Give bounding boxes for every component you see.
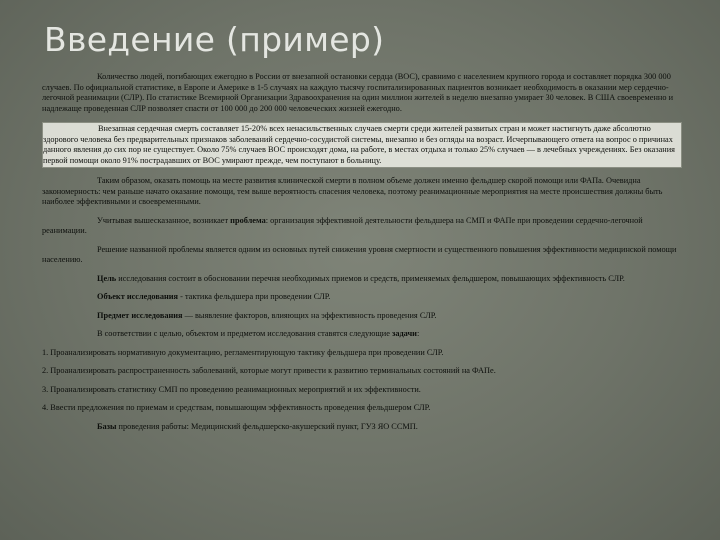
slide-body: [42, 72, 682, 440]
problem-text: : организация эффективной деятельности фельдшера на СМП и ФАПе при проведении сердечно-легочной реанимации.: [42, 215, 643, 235]
paragraph-problem: [42, 216, 682, 237]
problem-pre: Учитывая вышесказанное, возникает: [97, 215, 231, 225]
base-text: проведения работы: Медицинский фельдшерско-акушерский пункт, ГУЗ ЯО ССМП.: [116, 421, 418, 431]
paragraph-base: [42, 422, 682, 433]
tasks-label: задачи: [391, 329, 417, 338]
subject-text: — выявление факторов, влияющих на эффективность проведения СЛР.: [182, 310, 437, 320]
slide-title: Введение (пример): [44, 20, 385, 59]
object-text: - тактика фельдшера при проведении СЛР.: [178, 292, 331, 301]
task-item: 1. Проанализировать нормативную документацию, регламентирующую тактику фельдшера при проведении СЛР.: [42, 347, 444, 357]
subject-label: Предмет исследования: [97, 310, 183, 320]
paragraph-solution: Решение названной проблемы является одним из основных путей снижения уровня смертности и существенного повышения эффективности медицинской помощи населению.: [42, 244, 677, 264]
goal-text: исследования состоит в обосновании перечня необходимых приемов и средств, применяемых фельдшером, повышающих эффективность СЛР.: [116, 273, 625, 283]
object-label: Объект исследования: [97, 292, 179, 301]
paragraph-object: [42, 292, 682, 303]
paragraph-subject: [42, 311, 682, 322]
tasks-post: :: [416, 329, 420, 338]
task-item: 3. Проанализировать статистику СМП по проведению реанимационных мероприятий и их эффективности.: [42, 384, 421, 394]
paragraph-sudden-death: Внезапная сердечная смерть составляет 15-20% всех ненасильственных случаев смерти среди жителей развитых стран и может настигнуть даже абсолютно здорового человека без предварительных признаков заболеваний сердечно-сосудистой системы, внезапно и без огляды на возраст. Исчерпывающего ответа на вопрос о причинах данного явления до сих пор не существует. Около 75% случаев ВОС происходят дома, на работе, в местах отдыха и только 25% случаев — в лечебных учреждениях. Без оказания первой помощи около 91% пострадавших от ВОС умирают прежде, чем поступают в больницу.: [42, 122, 682, 168]
paragraph-statistics: Количество людей, погибающих ежегодно в России от внезапной остановки сердца (ВОС), сравнимо с населением крупного города и составляет порядка 300 000 случаев. По официальной статистике, в Европе и Америке в 1-5 случаях на каждую тысячу госпитализированных пациентов возникает необходимость в оказании мер сердечно-легочной реанимации (СЛР). По статистике Всемирной Организации Здравоохранения на один миллион жителей в неделю внезапно умирает 30 человек. В США своевременно и надлежаще проведенная СЛР позволяет спасти от 100 000 до 200 000 человеческих жизней ежегодно.: [42, 72, 674, 113]
task-item: 2. Проанализировать распространенность заболеваний, которые могут привести к развитию терминальных состояний на ФАПе.: [42, 366, 496, 375]
paragraph-goal: [42, 274, 682, 285]
tasks-pre: В соответствии с целью, объектом и предметом исследования ставятся следующие: [97, 329, 392, 338]
goal-label: Цель: [97, 273, 117, 283]
task-item: 4. Ввести предложения по приемам и средствам, повышающим эффективность проведения фельдшером СЛР.: [42, 403, 431, 412]
paragraph-tasks-intro: [42, 329, 682, 340]
problem-label: проблема: [230, 215, 266, 225]
base-label: Базы: [97, 421, 117, 431]
paragraph-conclusion: Таким образом, оказать помощь на месте развития клинической смерти в полном объеме должен именно фельдшер скорой помощи или ФАПа. Очевидна закономерность: чем раньше начато оказание помощи, тем выше вероятность спасения человека, поэтому реанимационные мероприятия на месте происшествия должны быть наиболее эффективными и своевременными.: [42, 176, 663, 206]
